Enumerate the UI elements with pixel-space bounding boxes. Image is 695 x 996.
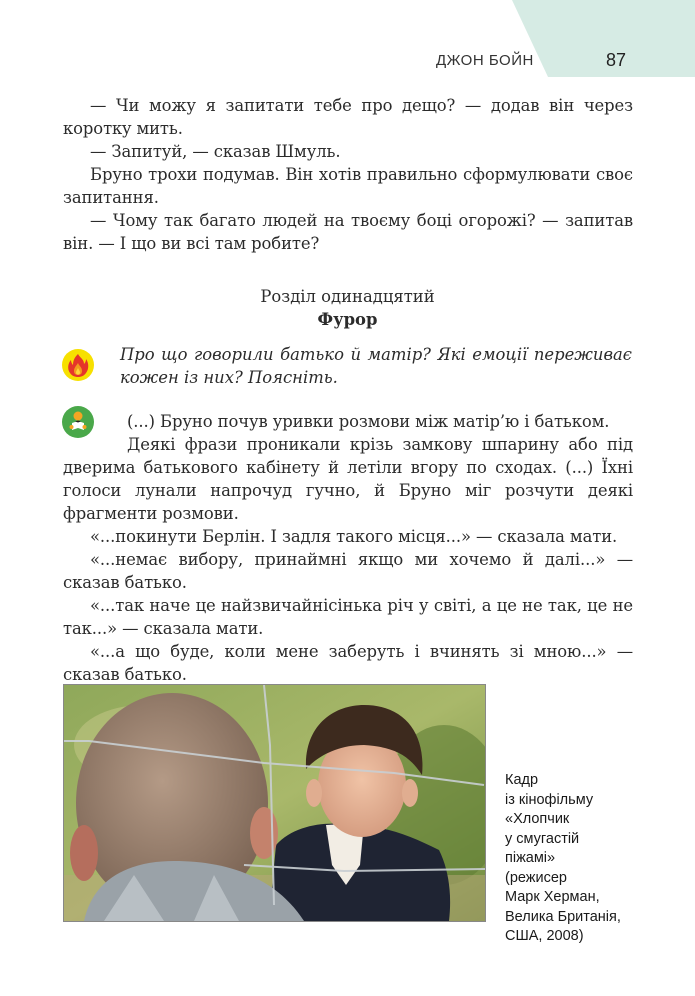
caption-line: Велика Британія, xyxy=(505,908,621,925)
paragraph: (...) Бруно почув уривки розмови між матір’ю і батьком. xyxy=(127,412,610,431)
paragraph: «...а що буде, коли мене заберуть і вчинять зі мною...» — сказав батько. xyxy=(63,642,633,684)
caption-line: із кінофільму xyxy=(505,791,594,808)
running-head: ДЖОН БОЙН xyxy=(436,52,534,69)
paragraph: — Чому так багато людей на твоєму боці огорожі? — запитав він. — І що ви всі там робите? xyxy=(63,211,633,253)
chapter-heading xyxy=(0,285,695,331)
paragraph: «...покинути Берлін. І задля такого місця...» — сказала мати. xyxy=(90,527,618,546)
caption-line: США, 2008) xyxy=(505,928,584,944)
discussion-question: Про що говорили батько й матір? Які емоції переживає кожен із них? Поясніть. xyxy=(120,345,632,387)
page-number: 87 xyxy=(606,50,627,70)
caption-line: піжамі» xyxy=(505,850,556,866)
reading-text xyxy=(63,410,633,686)
paragraph: — Запитуй, — сказав Шмуль. xyxy=(90,142,341,161)
paragraph: Деякі фрази проникали крізь замкову шпарину або під двеpима батькового кабінету й летіли вгору по сходах. (...) Їхні голоси лунали напрочуд гучно, й Бруно міг розчути деякі фрагменти розмови. xyxy=(63,435,633,523)
paragraph: — Чи можу я запитати тебе про дещо? — додав він через короткy мить. xyxy=(63,96,633,138)
paragraph: «...так наче це найзвичайнісінька річ у світі, а це не так, це не так...» — сказала мати. xyxy=(63,596,633,638)
caption-line: у смугастій xyxy=(505,830,580,847)
paragraph: «...немає вибору, принаймні якщо ми хочемо й далі...» — сказав батько. xyxy=(63,550,633,592)
film-still-photo xyxy=(63,684,486,922)
caption-line: Марк Херман, xyxy=(505,889,600,905)
chapter-number: Розділ одинадцятий xyxy=(260,287,435,306)
fire-icon xyxy=(62,349,94,381)
paragraph: Бруно трохи подумав. Він хотів правильно сформулювати своє запитання. xyxy=(63,165,633,207)
header-band xyxy=(0,0,695,77)
chapter-title: Фурор xyxy=(317,310,378,329)
photo-caption xyxy=(505,771,645,947)
caption-line: «Хлопчик xyxy=(505,811,570,827)
caption-line: Кадр xyxy=(505,772,539,788)
caption-line: (режисер xyxy=(505,869,567,886)
intro-text xyxy=(63,94,633,255)
